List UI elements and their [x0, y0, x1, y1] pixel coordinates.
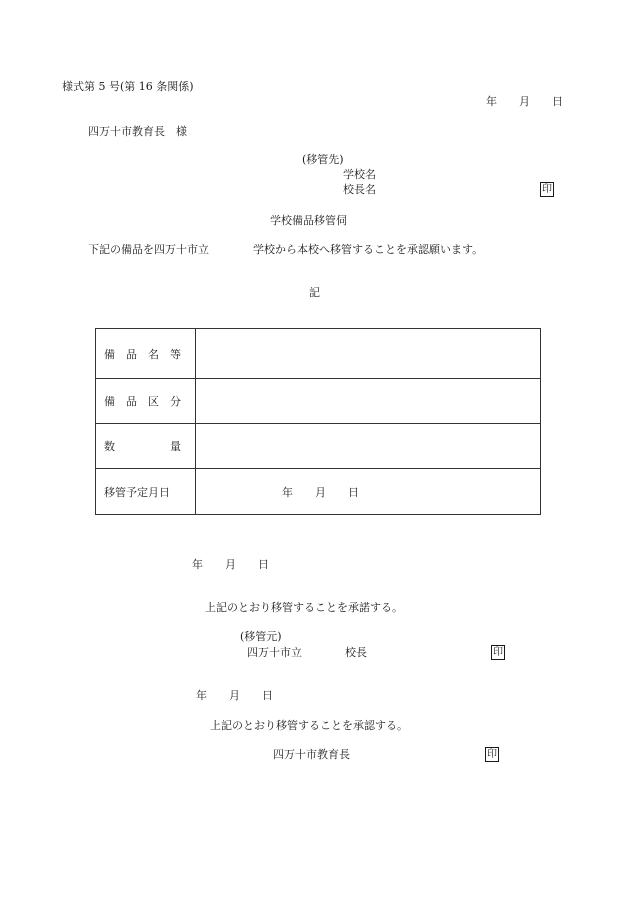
seal-mark: 印: [487, 749, 497, 760]
row-label-category: 備 品 区 分: [96, 379, 196, 424]
row-value-quantity: [196, 424, 541, 469]
board-approval-date: 年 月 日: [196, 689, 273, 702]
source-school: 四万十市立: [247, 646, 302, 659]
seal-mark: 印: [542, 184, 552, 195]
board-name: 四万十市教育長: [273, 748, 350, 761]
board-approval-text: 上記のとおり移管することを承認する。: [210, 719, 408, 732]
row-value-transfer-date: 年 月 日: [196, 469, 541, 515]
receiver-heading: (移管先): [302, 153, 344, 166]
ki-heading: 記: [309, 286, 320, 299]
table-row: [96, 379, 541, 424]
row-value-category: [196, 379, 541, 424]
table-row: [96, 424, 541, 469]
source-approval-date: 年 月 日: [192, 558, 269, 571]
source-approval-text: 上記のとおり移管することを承諾する。: [205, 601, 403, 614]
table-row: [96, 329, 541, 379]
school-name-label: 学校名: [343, 168, 376, 181]
row-label-quantity: 数 量: [96, 424, 196, 469]
seal-mark: 印: [493, 647, 503, 658]
table-row: [96, 469, 541, 515]
row-label-transfer-date: 移管予定月日: [96, 469, 196, 515]
source-principal: 校長: [345, 646, 367, 659]
equipment-table: [95, 328, 541, 515]
form-number: 様式第 5 号(第 16 条関係): [62, 80, 194, 93]
row-value-item-name: [196, 329, 541, 379]
document-title: 学校備品移管伺: [270, 214, 347, 227]
addressee: 四万十市教育長 様: [88, 125, 187, 138]
row-label-item-name: 備 品 名 等: [96, 329, 196, 379]
request-text: 下記の備品を四万十市立 学校から本校へ移管することを承認願います。: [88, 243, 484, 256]
principal-name-label: 校長名: [343, 183, 376, 196]
header-date: 年 月 日: [486, 95, 563, 108]
source-heading: (移管元): [240, 630, 282, 643]
